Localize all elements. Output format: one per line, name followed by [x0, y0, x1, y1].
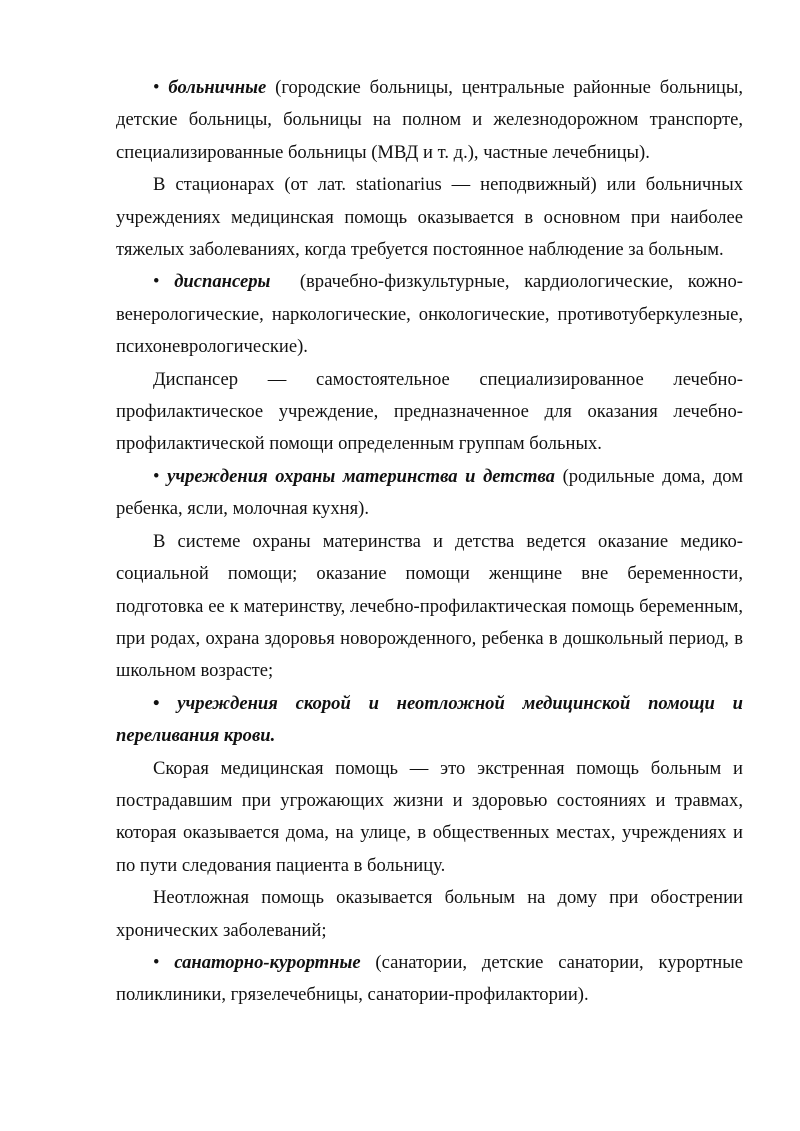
- paragraph-text: (санатории, детские санатории, курортные поликлиники, грязелечебницы, санатории-профилактории).: [116, 951, 743, 1006]
- term-hospitals: больничные: [168, 77, 267, 98]
- bullet-marker: •: [153, 951, 160, 973]
- paragraph-text: (городские больницы, центральные районные больницы, детские больницы, больницы на полном и железнодорожном транспорте, специализированные больницы (МВД и т. д.), частные лечебницы).: [116, 77, 744, 163]
- bullet-marker: •: [153, 271, 160, 293]
- paragraph-urgent-care: [116, 882, 743, 947]
- paragraph-maternity-system: [116, 526, 743, 688]
- term-sanatorium: санаторно-курортные: [174, 951, 361, 973]
- paragraph-dispensary-definition: [116, 364, 743, 461]
- document-page: [116, 72, 748, 1012]
- term-emergency: учреждения скорой и неотложной медицинской помощи и переливания крови.: [116, 692, 743, 747]
- paragraph-text: (родильные дома, дом ребенка, ясли, молочная кухня).: [116, 465, 743, 520]
- paragraph-text: Неотложная помощь оказывается больным на дому при обострении хронических заболеваний;: [116, 887, 743, 941]
- bullet-marker: •: [153, 77, 160, 98]
- bullet-paragraph-maternity: [116, 461, 743, 526]
- bullet-paragraph-emergency: [116, 688, 743, 753]
- term-dispensaries: диспансеры: [174, 271, 271, 293]
- bullet-paragraph-hospitals: [116, 72, 743, 169]
- bullet-marker: •: [153, 465, 160, 487]
- paragraph-text: Скорая медицинская помощь — это экстренная помощь больным и пострадавшим при угрожающих жизни и здоровью состояниях и травмах, которая оказывается дома, на улице, в общественных местах, учреждениях и по пути следования пациента в больницу.: [116, 757, 743, 876]
- paragraph-stationary: [116, 169, 743, 266]
- paragraph-text: В системе охраны материнства и детства ведется оказание медико-социальной помощи; оказание помощи женщине вне беременности, подготовка ее к материнству, лечебно-профилактическая помощь беременным, при родах, охрана здоровья новорожденного, ребенка в дошкольный период, в школьном возрасте;: [116, 530, 743, 682]
- bullet-paragraph-dispensaries: [116, 266, 748, 363]
- paragraph-text: (врачебно-физкультурные, кардиологические, кожно-венерологические, наркологические, онкологические, противотуберкулезные, психоневрологические).: [116, 271, 748, 358]
- term-maternity: учреждения охраны материнства и детства: [167, 465, 555, 487]
- paragraph-text: В стационарах (от лат. stationarius — неподвижный) или больничных учреждениях медицинская помощь оказывается в основном при наиболее тяжелых заболеваниях, когда требуется постоянное наблюдение за больным.: [116, 174, 743, 261]
- paragraph-ambulance: [116, 753, 743, 883]
- bullet-marker: •: [153, 692, 160, 714]
- bullet-paragraph-sanatorium: [116, 947, 743, 1012]
- paragraph-text: Диспансер — самостоятельное специализированное лечебно-профилактическое учреждение, предназначенное для оказания лечебно-профилактической помощи определенным группам больных.: [116, 368, 743, 455]
